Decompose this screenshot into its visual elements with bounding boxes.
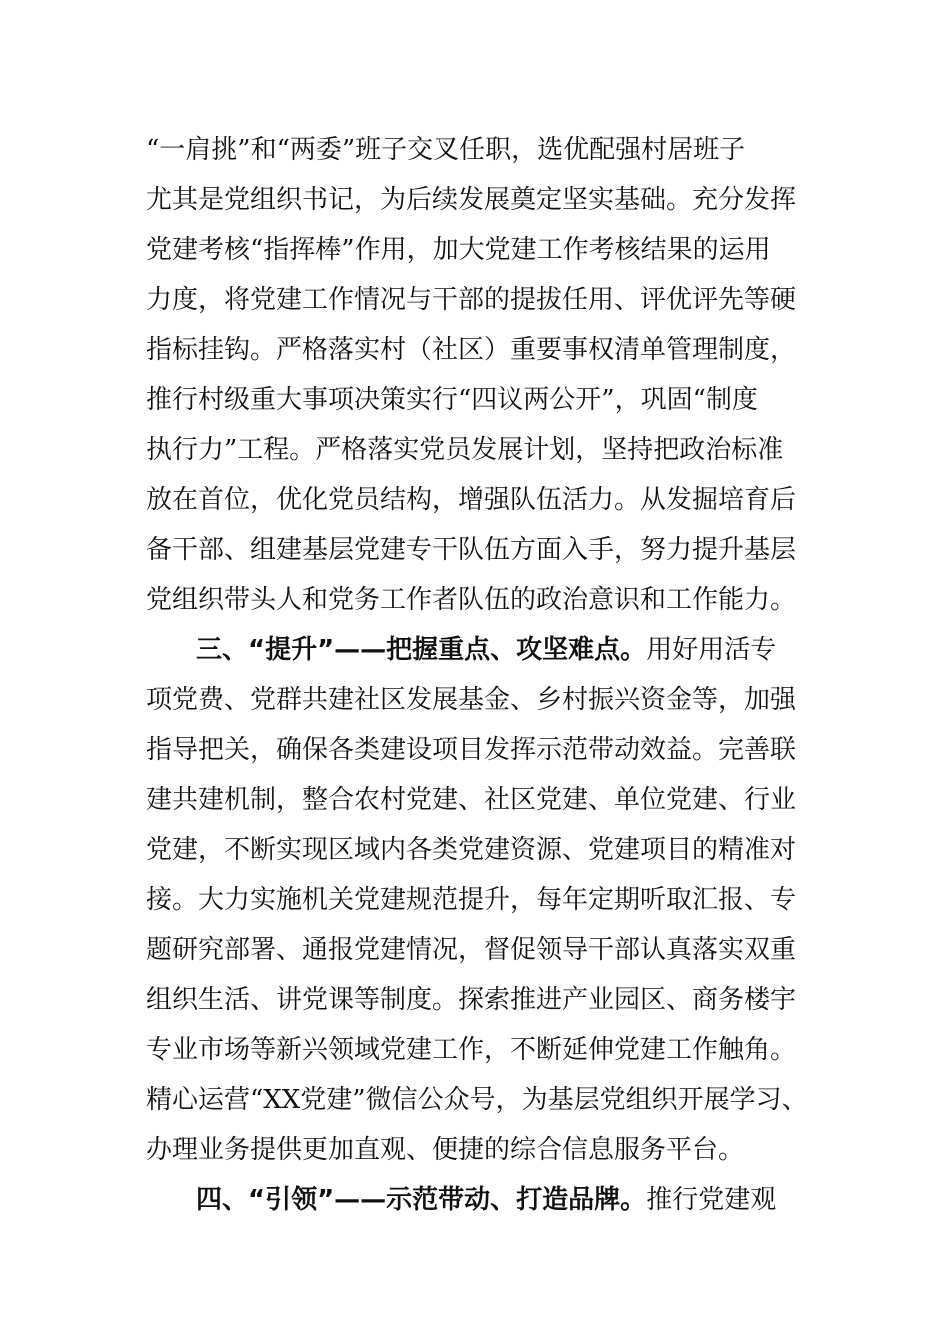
body-line: 备干部、组建基层党建专干队伍方面入手，努力提升基层 [146, 535, 797, 565]
body-line: 题研究部署、通报党建情况，督促领导干部认真落实双重 [146, 935, 797, 965]
body-line: “一肩挑”和“两委”班子交叉任职，选优配强村居班子 [146, 135, 746, 165]
body-line: 办理业务提供更加直观、便捷的综合信息服务平台。 [146, 1135, 745, 1165]
section-4-text: 推行党建观 [646, 1185, 777, 1215]
body-line: 建共建机制，整合农村党建、社区党建、单位党建、行业 [146, 785, 797, 815]
body-line: 党组织带头人和党务工作者队伍的政治意识和工作能力。 [146, 585, 797, 615]
body-line: 组织生活、讲党课等制度。探索推进产业园区、商务楼宇 [146, 985, 797, 1015]
body-line: 力度，将党建工作情况与干部的提拔任用、评优评先等硬 [146, 285, 797, 315]
body-line: 党建，不断实现区域内各类党建资源、党建项目的精准对 [146, 835, 797, 865]
body-line: 放在首位，优化党员结构，增强队伍活力。从发掘培育后 [146, 485, 797, 515]
body-line: 接。大力实施机关党建规范提升，每年定期听取汇报、专 [146, 885, 797, 915]
body-line: 党建考核“指挥棒”作用，加大党建工作考核结果的运用 [146, 235, 771, 265]
section-3-first-line [196, 634, 826, 666]
body-line: 精心运营“XX党建”微信公众号，为基层党组织开展学习、 [146, 1085, 808, 1115]
section-4-first-line [196, 1184, 826, 1216]
body-line: 指标挂钩。严格落实村（社区）重要事权清单管理制度， [146, 335, 797, 365]
body-line: 项党费、党群共建社区发展基金、乡村振兴资金等，加强 [146, 685, 797, 715]
body-line: 指导把关，确保各类建设项目发挥示范带动效益。完善联 [146, 735, 797, 765]
body-line: 尤其是党组织书记，为后续发展奠定坚实基础。充分发挥 [146, 185, 797, 215]
section-3-heading: 三、“提升”——把握重点、攻坚难点。 [196, 635, 647, 665]
body-line: 推行村级重大事项决策实行“四议两公开”，巩固“制度 [146, 385, 758, 415]
body-line: 专业市场等新兴领域党建工作，不断延伸党建工作触角。 [146, 1035, 797, 1065]
section-3-text: 用好用活专 [646, 635, 777, 665]
section-4-heading: 四、“引领”——示范带动、打造品牌。 [196, 1185, 647, 1215]
body-line: 执行力”工程。严格落实党员发展计划，坚持把政治标准 [146, 435, 784, 465]
